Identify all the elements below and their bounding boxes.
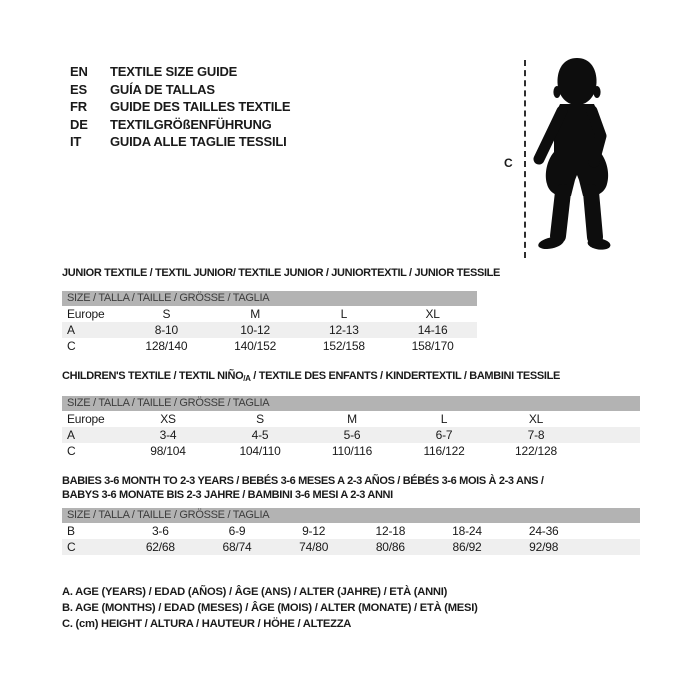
size-cell: S [256,412,264,426]
language-label: TEXTILGRÖßENFÜHRUNG [110,116,272,132]
size-cell: XS [160,412,176,426]
age-cell: 3-6 [151,524,169,538]
toddler-silhouette-image [532,56,622,256]
age-cell: 10-12 [240,323,270,337]
size-cell: S [162,307,171,321]
language-row-fr [70,98,290,116]
footnote-c: C. (cm) HEIGHT / ALTURA / HAUTEUR / HÖHE / ALTEZZA [62,618,352,630]
size-cell: XL [425,307,440,321]
babies-table-title-line1: BABIES 3-6 MONTH TO 2-3 YEARS / BEBÉS 3-6 MESES A 2-3 AÑOS / BÉBÉS 3-6 MOIS À 2-3 ANS / [62,475,544,487]
height-cell: 158/170 [411,339,454,353]
row-label: C [67,339,76,353]
language-row-de [70,116,290,134]
row-label: Europe [67,412,105,426]
table-row [62,322,477,338]
age-cell: 5-6 [343,428,361,442]
height-measure-dashed-line [524,60,526,258]
height-cell: 116/122 [423,444,465,458]
footnote-b: B. AGE (MONTHS) / EDAD (MESES) / ÂGE (MOIS) / ALTER (MONATE) / ETÀ (MESI) [62,602,478,614]
height-cell: 122/128 [515,444,557,458]
size-header-bar: SIZE / TALLA / TAILLE / GRÖSSE / TAGLIA [62,396,640,411]
height-cell: 110/116 [331,444,373,458]
age-cell: 4-5 [251,428,269,442]
table-row [62,539,640,555]
language-label: GUÍA DE TALLAS [110,81,215,97]
size-cell: XL [528,412,544,426]
size-header-bar: SIZE / TALLA / TAILLE / GRÖSSE / TAGLIA [62,291,477,306]
spacer [582,523,640,539]
children-size-table [62,369,640,459]
row-label: B [67,524,75,538]
table-row [62,411,640,427]
row-label: A [67,323,75,337]
spacer [582,539,640,555]
height-measure-label: C [504,156,513,170]
age-cell: 6-9 [228,524,246,538]
height-cell: 74/80 [299,540,329,554]
age-cell: 12-18 [375,524,406,538]
age-cell: 14-16 [417,323,448,337]
row-label: Europe [67,307,105,321]
title-part: CHILDREN'S TEXTILE / TEXTIL NIÑO [62,370,244,382]
height-cell: 86/92 [452,540,482,554]
age-cell: 24-36 [528,524,559,538]
title-subscript: /A [243,374,251,383]
height-cell: 62/68 [145,540,175,554]
size-cell: L [440,412,448,426]
height-cell: 98/104 [150,444,186,458]
age-cell: 6-7 [435,428,453,442]
children-table-title [62,369,640,386]
height-cell: 80/86 [375,540,405,554]
age-cell: 12-13 [329,323,359,337]
age-cell: 7-8 [527,428,545,442]
language-list [70,63,290,151]
age-cell: 9-12 [302,524,326,538]
language-code: DE [70,116,88,132]
height-cell: 68/74 [222,540,252,554]
table-row [62,443,640,459]
table-row [62,523,640,539]
babies-size-table [62,474,640,555]
size-cell: M [347,412,357,426]
height-cell: 140/152 [234,339,277,353]
size-header-bar: SIZE / TALLA / TAILLE / GRÖSSE / TAGLIA [62,508,640,523]
age-cell: 8-10 [154,323,178,337]
junior-table-title: JUNIOR TEXTILE / TEXTIL JUNIOR/ TEXTILE JUNIOR / JUNIORTEXTIL / JUNIOR TESSILE [62,267,501,279]
language-code: EN [70,64,88,79]
table-row [62,306,477,322]
language-row-it [70,133,290,151]
row-label: C [67,540,76,554]
language-label: GUIDA ALLE TAGLIE TESSILI [110,134,287,150]
language-code: FR [70,99,87,115]
language-code: IT [70,134,82,150]
height-cell: 152/158 [322,339,365,353]
age-cell: 18-24 [452,524,482,538]
language-row-en [70,63,290,81]
language-label: TEXTILE SIZE GUIDE [110,64,238,79]
spacer [582,411,640,427]
height-cell: 128/140 [145,339,188,353]
table-row [62,338,477,354]
height-cell: 104/110 [239,444,281,458]
spacer [582,443,640,459]
language-label: GUIDE DES TAILLES TEXTILE [110,99,291,115]
junior-size-table [62,266,501,354]
footnote-a: A. AGE (YEARS) / EDAD (AÑOS) / ÂGE (ANS) / ALTER (JAHRE) / ETÀ (ANNI) [62,586,448,598]
size-cell: L [340,307,348,321]
table-row [62,427,640,443]
size-cell: M [250,307,261,321]
babies-table-title-line2: BABYS 3-6 MONATE BIS 2-3 JAHRE / BAMBINI 3-6 MESI A 2-3 ANNI [62,489,393,501]
age-cell: 3-4 [159,428,177,442]
row-label: C [67,444,76,458]
language-code: ES [70,81,87,97]
height-cell: 92/98 [529,540,559,554]
row-label: A [67,428,75,442]
footnotes [62,584,478,632]
title-part: / TEXTILE DES ENFANTS / KINDERTEXTIL / BAMBINI TESSILE [250,370,560,382]
spacer [582,427,640,443]
language-row-es [70,81,290,99]
